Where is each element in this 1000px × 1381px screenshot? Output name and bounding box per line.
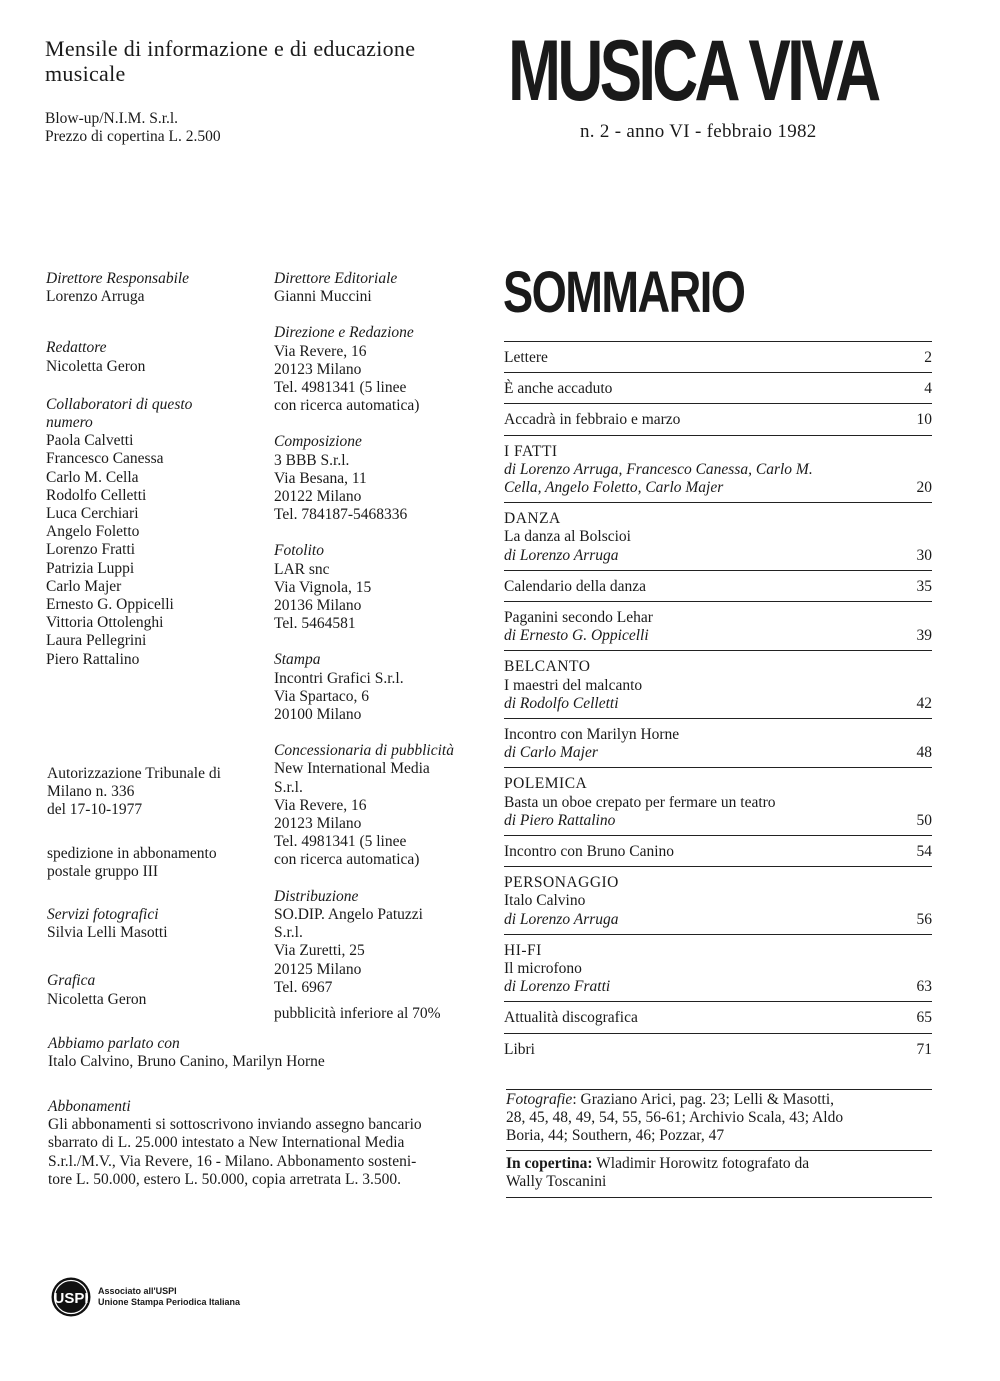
toc-title: Paganini secondo Lehar [504, 609, 653, 627]
spoke-with-label: Abbiamo parlato con [48, 1035, 180, 1052]
issue-info: n. 2 - anno VI - febbraio 1982 [580, 121, 817, 142]
toc-section: BELCANTO [504, 658, 591, 676]
toc-page: 63 [916, 978, 932, 996]
credit-director [46, 270, 266, 306]
toc-item[interactable] [504, 651, 932, 719]
cover-line: Wally Toscanini [506, 1173, 607, 1191]
photo-credits-line: : Graziano Arici, pag. 23; Lelli & Masotti, [572, 1091, 835, 1108]
toc-author: di Lorenzo Arruga [504, 910, 619, 928]
contributor: Patrizia Luppi [46, 559, 135, 577]
toc-title: Attualità discografica [504, 1009, 638, 1027]
toc-author: di Ernesto G. Oppicelli [504, 627, 649, 645]
toc-page: 30 [916, 546, 932, 564]
toc-item[interactable] [504, 373, 932, 404]
photo-credits-line: Boria, 44; Southern, 46; Pozzar, 47 [506, 1127, 725, 1145]
credit-line: 20100 Milano [274, 706, 362, 724]
authorization-line: del 17-10-1977 [47, 801, 143, 819]
credit-line: SO.DIP. Angelo Patuzzi [274, 905, 423, 923]
subscriptions-block [48, 1098, 488, 1189]
subscriptions-label: Abbonamenti [48, 1098, 131, 1115]
credit-label: numero [46, 414, 93, 432]
toc-page: 56 [916, 910, 932, 928]
contributor: Luca Cerchiari [46, 505, 139, 523]
toc-page: 2 [924, 349, 932, 366]
toc-author: di Carlo Majer [504, 744, 598, 762]
credit-fotolito [274, 542, 489, 633]
toc-title: Italo Calvino [504, 892, 586, 910]
subscriptions-line: sbarrato di L. 25.000 intestato a New International Media [48, 1134, 405, 1152]
uspi-badge [50, 1276, 240, 1318]
contributor: Paola Calvetti [46, 432, 134, 450]
toc-page: 48 [916, 744, 932, 762]
toc-author: Cella, Angelo Foletto, Carlo Majer [504, 479, 724, 497]
legal-block [47, 765, 267, 881]
contributor: Francesco Canessa [46, 450, 164, 468]
credit-line: LAR snc [274, 560, 330, 578]
credit-photo-services [47, 906, 267, 942]
credit-line: Tel. 5464581 [274, 615, 356, 633]
photo-credits-label: Fotografie [506, 1091, 573, 1108]
toc-item[interactable] [504, 935, 932, 1003]
credit-line: Via Revere, 16 [274, 342, 367, 360]
uspi-logo-letters: USPI [53, 1290, 89, 1307]
credit-line: Gianni Muccini [274, 288, 372, 306]
spoke-with-block [48, 1035, 488, 1071]
credit-line: Tel. 4981341 (5 linee [274, 379, 407, 397]
toc-title: I maestri del malcanto [504, 676, 643, 694]
contributor: Rodolfo Celletti [46, 486, 147, 504]
credit-label: Distribuzione [274, 887, 359, 905]
credit-line: Via Spartaco, 6 [274, 687, 370, 705]
credit-line: Via Besana, 11 [274, 469, 367, 487]
credit-contributors [46, 396, 266, 669]
authorization-line: Autorizzazione Tribunale di [47, 765, 221, 782]
toc-page: 39 [916, 627, 932, 645]
contributor: Carlo M. Cella [46, 468, 139, 486]
toc-item[interactable] [504, 1034, 932, 1064]
credit-label: Collaboratori di questo [46, 395, 193, 413]
toc-section: DANZA [504, 510, 561, 528]
toc-item[interactable] [504, 602, 932, 651]
toc-title: Calendario della danza [504, 577, 647, 595]
credits-left [46, 270, 266, 687]
credit-label: Direttore Responsabile [46, 270, 190, 287]
masthead: MUSICA VIVA [508, 23, 878, 119]
credit-label: Grafica [47, 972, 96, 990]
credit-line: Tel. 4981341 (5 linee [274, 833, 407, 851]
advertising-note: pubblicità inferiore al 70% [274, 1004, 441, 1022]
contributor: Piero Rattalino [46, 650, 140, 668]
credit-name: Nicoletta Geron [47, 990, 147, 1008]
cover-line: Wladimir Horowitz fotografato da [592, 1155, 810, 1172]
toc-title: Lettere [504, 349, 548, 366]
credits-left-lower [47, 906, 267, 1027]
toc-page: 10 [916, 411, 932, 429]
credit-line: Via Vignola, 15 [274, 578, 372, 596]
toc-title: La danza al Bolscioi [504, 528, 631, 546]
credit-name: Silvia Lelli Masotti [47, 924, 168, 942]
credit-line: S.r.l. [274, 778, 303, 796]
credit-line: Tel. 6967 [274, 978, 333, 996]
spoke-with-names: Italo Calvino, Bruno Canino, Marilyn Horne [48, 1053, 325, 1071]
cover-label: In copertina: [506, 1155, 593, 1172]
toc-page: 50 [916, 811, 932, 829]
toc-author: di Lorenzo Arruga, Francesco Canessa, Carlo M. [504, 460, 813, 478]
toc-item[interactable] [504, 768, 932, 836]
credit-label: Redattore [46, 339, 107, 357]
credit-line: Tel. 784187-5468336 [274, 506, 408, 524]
toc-section: PERSONAGGIO [504, 874, 619, 892]
credit-name: Lorenzo Arruga [46, 288, 145, 306]
toc-page: 54 [916, 843, 932, 861]
toc-title: Il microfono [504, 960, 582, 978]
toc-item[interactable] [504, 719, 932, 768]
toc-author: di Rodolfo Celletti [504, 694, 619, 712]
toc-item[interactable] [504, 404, 932, 435]
cover-credit [506, 1150, 932, 1198]
credit-advertising [274, 742, 489, 869]
toc-page: 71 [916, 1040, 932, 1058]
credit-line: con ricerca automatica) [274, 397, 420, 415]
credit-line: 20122 Milano [274, 488, 362, 506]
toc-item[interactable] [504, 571, 932, 602]
toc-author: di Lorenzo Arruga [504, 546, 619, 564]
credit-label: Direzione e Redazione [274, 324, 414, 342]
credit-line: Via Revere, 16 [274, 796, 367, 814]
credit-line: 20123 Milano [274, 815, 362, 833]
subscriptions-line: Gli abbonamenti si sottoscrivono inviando assegno bancario [48, 1116, 422, 1134]
credit-label: Composizione [274, 433, 362, 451]
photo-credits [506, 1089, 932, 1146]
contributor: Lorenzo Fratti [46, 541, 136, 559]
credit-line: Via Zuretti, 25 [274, 942, 365, 960]
credit-label: Servizi fotografici [47, 906, 159, 923]
publisher: Blow-up/N.I.M. S.r.l. [45, 110, 179, 127]
toc-title: Libri [504, 1040, 535, 1058]
postal-line: spedizione in abbonamento [47, 844, 217, 862]
credit-label: Fotolito [274, 542, 324, 560]
toc-page: 20 [916, 479, 932, 497]
credit-distribution [274, 888, 489, 997]
toc-item[interactable] [504, 342, 932, 373]
contributor: Angelo Foletto [46, 523, 140, 541]
credit-composition [274, 433, 489, 524]
uspi-line: Associato all'USPI [98, 1286, 177, 1296]
credit-name: Nicoletta Geron [46, 357, 146, 375]
credit-label: Direttore Editoriale [274, 270, 398, 287]
toc-section: POLEMICA [504, 775, 588, 793]
toc-page: 65 [916, 1009, 932, 1027]
toc-title: Accadrà in febbraio e marzo [504, 411, 681, 429]
uspi-text [98, 1286, 240, 1308]
toc-item[interactable] [504, 503, 932, 571]
credit-label: Concessionaria di pubblicità [274, 742, 454, 760]
toc-section: HI-FI [504, 941, 542, 959]
credit-line: 20125 Milano [274, 960, 362, 978]
credit-label: Stampa [274, 651, 321, 669]
contributor: Ernesto G. Oppicelli [46, 596, 174, 614]
credit-direction [274, 324, 489, 415]
credit-line: Incontri Grafici S.r.l. [274, 669, 404, 687]
subscriptions-line: tore L. 50.000, estero L. 50.000, copia arretrata L. 3.500. [48, 1170, 401, 1188]
subscriptions-line: S.r.l./M.V., Via Revere, 16 - Milano. Abbonamento sosteni- [48, 1152, 417, 1170]
credit-line: 20136 Milano [274, 597, 362, 615]
credit-graphics [47, 972, 267, 1008]
credit-line: 3 BBB S.r.l. [274, 451, 350, 469]
photo-credits-line: 28, 45, 48, 49, 54, 55, 56-61; Archivio Scala, 43; Aldo [506, 1109, 844, 1127]
credit-editorial-director [274, 270, 489, 306]
toc-author: di Lorenzo Fratti [504, 978, 611, 996]
toc-section: I FATTI [504, 442, 558, 460]
toc-item[interactable] [504, 1002, 932, 1033]
sommario-title: SOMMARIO [503, 260, 745, 325]
credit-line: 20123 Milano [274, 360, 362, 378]
credits-right [274, 270, 489, 1023]
table-of-contents [504, 341, 932, 1064]
toc-item[interactable] [504, 436, 932, 504]
postal-line: postale gruppo III [47, 862, 159, 880]
toc-title: È anche accaduto [504, 380, 613, 398]
toc-title: Incontro con Bruno Canino [504, 843, 675, 861]
toc-page: 35 [916, 577, 932, 595]
uspi-logo-icon [50, 1276, 92, 1318]
toc-title: Incontro con Marilyn Horne [504, 726, 680, 744]
toc-author: di Piero Rattalino [504, 811, 616, 829]
tagline: Mensile di informazione e di educazione musicale [45, 36, 416, 86]
toc-page: 4 [924, 380, 932, 398]
credit-line: S.r.l. [274, 924, 303, 942]
uspi-line: Unione Stampa Periodica Italiana [98, 1297, 241, 1307]
toc-item[interactable] [504, 836, 932, 867]
credit-line: con ricerca automatica) [274, 851, 420, 869]
contributor: Carlo Majer [46, 577, 122, 595]
toc-page: 42 [916, 694, 932, 712]
authorization-line: Milano n. 336 [47, 783, 135, 801]
credit-line: New International Media [274, 760, 430, 778]
contributor: Vittoria Ottolenghi [46, 614, 164, 632]
credit-print [274, 651, 489, 724]
publisher-block [45, 110, 221, 146]
cover-price: Prezzo di copertina L. 2.500 [45, 128, 221, 145]
credit-editor [46, 339, 266, 375]
toc-item[interactable] [504, 867, 932, 935]
contributor: Laura Pellegrini [46, 632, 147, 650]
toc-title: Basta un oboe crepato per fermare un teatro [504, 793, 776, 811]
